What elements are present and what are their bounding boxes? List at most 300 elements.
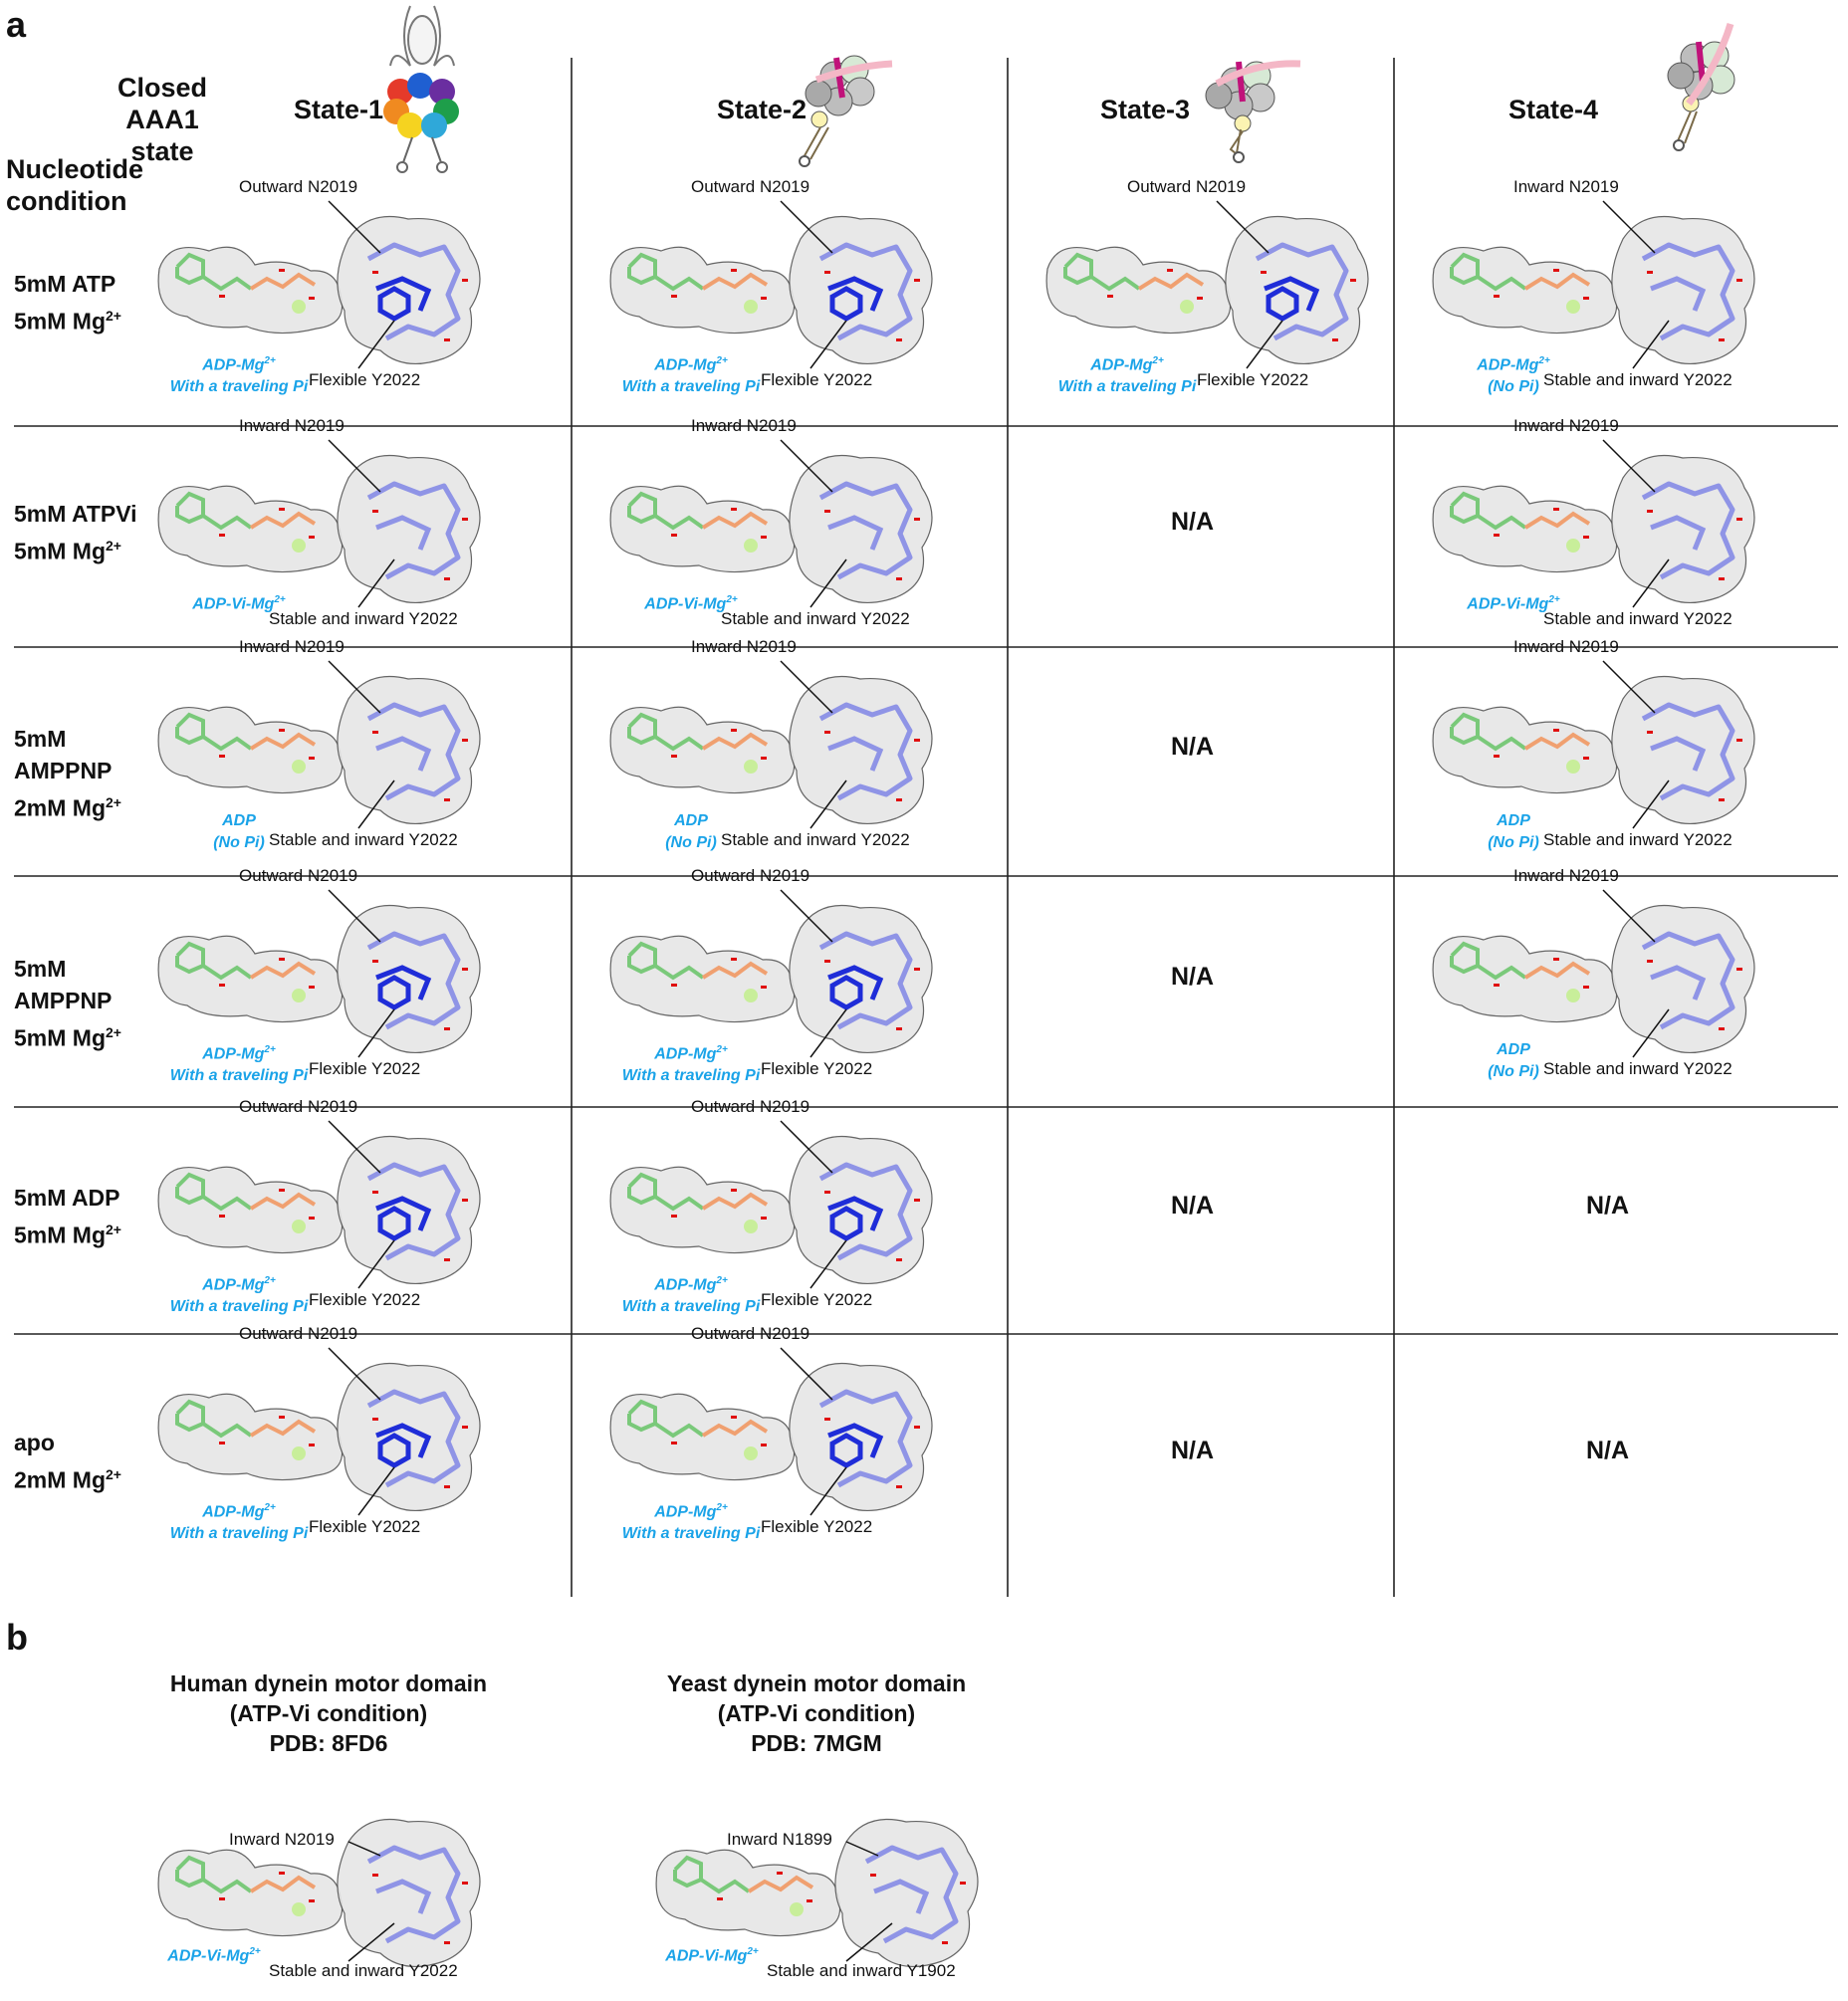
oxygen-atom: [372, 960, 378, 963]
y2022-label: Stable and inward Y2022: [269, 830, 458, 849]
oxygen-atom: [1719, 577, 1725, 580]
oxygen-atom: [671, 295, 677, 298]
not-available-label: N/A: [1171, 733, 1215, 761]
condition-line-1: 5mM AMPPNP: [14, 726, 113, 783]
protein-density: [1612, 217, 1754, 364]
caption-line-1: [149, 1270, 329, 1296]
condition-label: [14, 1182, 153, 1251]
mg-ion: [292, 760, 306, 774]
mg-ion: [744, 1220, 758, 1233]
caption-superscript: 2+: [747, 1946, 759, 1957]
protein-density: [338, 217, 480, 364]
oxygen-atom: [824, 960, 830, 963]
oxygen-atom: [219, 984, 225, 987]
condition-line-2-text: 5mM Mg: [14, 1222, 106, 1248]
y2022-label: Flexible Y2022: [309, 1290, 421, 1309]
oxygen-atom: [914, 1426, 920, 1429]
oxygen-atom: [1719, 1027, 1725, 1030]
yeast-title-line-3: PDB: 7MGM: [751, 1730, 882, 1756]
caption-line-1: [1424, 810, 1603, 832]
caption-line-1: [149, 810, 329, 832]
nucleotide-caption: [1424, 350, 1603, 398]
n2019-label: Inward N2019: [691, 416, 797, 435]
oxygen-atom: [372, 731, 378, 734]
oxygen-atom: [914, 279, 920, 282]
caption-line-1-text: ADP: [674, 812, 708, 829]
oxygen-atom: [1647, 731, 1653, 734]
n2019-label: Outward N2019: [691, 177, 810, 196]
caption-line-2: (No Pi): [1488, 378, 1539, 396]
caption-superscript: 2+: [716, 1044, 728, 1055]
density-structure-figure: [572, 1336, 1008, 1597]
human-title-line-2: (ATP-Vi condition): [229, 1700, 428, 1726]
caption-line-1-text: ADP-Mg: [1477, 356, 1539, 374]
not-available-label: N/A: [1171, 1437, 1215, 1464]
oxygen-atom: [1261, 271, 1267, 274]
caption-line-1: [149, 1497, 329, 1523]
oxygen-atom: [717, 1897, 723, 1900]
caption-line-1: [1038, 350, 1217, 376]
caption-superscript: 2+: [264, 355, 276, 366]
oxygen-atom: [1494, 534, 1500, 537]
oxygen-atom: [896, 1485, 902, 1488]
oxygen-atom: [761, 757, 767, 760]
oxygen-atom: [462, 1426, 468, 1429]
superscript-2plus: 2+: [106, 1024, 121, 1040]
n2019-label: Inward N2019: [1513, 416, 1619, 435]
yeast-caption: [657, 1941, 767, 1967]
condition-line-2-text: 2mM Mg: [14, 1466, 106, 1493]
oxygen-atom: [372, 271, 378, 274]
oxygen-atom: [219, 295, 225, 298]
nucleotide-line-1: Nucleotide: [6, 154, 144, 184]
nucleotide-caption: [149, 589, 329, 615]
human-dynein-title: [139, 1668, 518, 1758]
mg-ion: [1180, 300, 1194, 314]
caption-line-1-text: ADP-Mg: [202, 1276, 265, 1294]
superscript-2plus: 2+: [106, 308, 121, 324]
caption-line-2: With a traveling Pi: [169, 1298, 309, 1316]
oxygen-atom: [462, 739, 468, 742]
oxygen-atom: [1647, 271, 1653, 274]
nucleotide-caption: [1424, 589, 1603, 615]
caption-line-1-text: ADP-Vi-Mg: [644, 595, 727, 613]
mg-ion: [1566, 989, 1580, 1002]
mg-ion: [744, 760, 758, 774]
nucleotide-caption: [601, 589, 781, 615]
oxygen-atom: [444, 1485, 450, 1488]
n2019-label: Outward N2019: [239, 177, 358, 196]
protein-density: [790, 1137, 932, 1284]
oxygen-atom: [219, 1897, 225, 1900]
condition-label: [14, 498, 153, 567]
caption-superscript: 2+: [1152, 355, 1164, 366]
oxygen-atom: [896, 1258, 902, 1261]
nucleotide-line-2: condition: [6, 186, 127, 216]
nucleotide-caption: [601, 1039, 781, 1087]
y2022-label: Flexible Y2022: [309, 370, 421, 389]
oxygen-atom: [671, 984, 677, 987]
caption-line-1: [149, 589, 329, 615]
oxygen-atom: [444, 338, 450, 341]
caption-line-1-text: ADP-Mg: [654, 356, 717, 374]
oxygen-atom: [279, 508, 285, 511]
oxygen-atom: [1350, 279, 1356, 282]
oxygen-atom: [1736, 279, 1742, 282]
oxygen-atom: [309, 297, 315, 300]
condition-line-2-text: 5mM Mg: [14, 1024, 106, 1051]
oxygen-atom: [462, 1199, 468, 1202]
state-4-dynein-icon: [1668, 24, 1734, 150]
condition-label: [14, 268, 153, 337]
caption-line-1: [149, 1039, 329, 1065]
y2022-label: Stable and inward Y2022: [721, 609, 910, 628]
protein-density: [790, 1364, 932, 1511]
state-3-header: State-3: [1099, 95, 1191, 124]
yeast-n-label: Inward N1899: [727, 1830, 832, 1849]
superscript-2plus: 2+: [106, 794, 121, 810]
caption-line-2: With a traveling Pi: [621, 1298, 761, 1316]
caption-line-1: [601, 589, 781, 615]
protein-density: [1226, 217, 1368, 364]
y2022-label: Stable and inward Y2022: [721, 830, 910, 849]
caption-superscript: 2+: [1538, 355, 1550, 366]
n2019-label: Outward N2019: [691, 1097, 810, 1116]
condition-label: [14, 723, 153, 824]
protein-density: [338, 906, 480, 1053]
oxygen-atom: [219, 534, 225, 537]
caption-line-1-text: ADP-Mg: [654, 1503, 717, 1521]
oxygen-atom: [444, 1941, 450, 1944]
y2022-label: Flexible Y2022: [761, 1290, 873, 1309]
oxygen-atom: [444, 1258, 450, 1261]
n2019-label: Outward N2019: [239, 1324, 358, 1343]
nucleotide-caption: [149, 810, 329, 854]
condition-line-2: [14, 1214, 153, 1251]
oxygen-atom: [761, 536, 767, 539]
caption-superscript: 2+: [249, 1946, 261, 1957]
y2022-label: Stable and inward Y2022: [1543, 370, 1732, 389]
yeast-dynein-title: [627, 1668, 1006, 1758]
oxygen-atom: [1197, 297, 1203, 300]
mg-ion: [744, 300, 758, 314]
caption-superscript: 2+: [716, 1275, 728, 1286]
oxygen-atom: [1553, 958, 1559, 961]
protein-density: [338, 1364, 480, 1511]
caption-line-1-text: ADP-Mg: [654, 1045, 717, 1063]
oxygen-atom: [1494, 295, 1500, 298]
oxygen-atom: [219, 1215, 225, 1218]
oxygen-atom: [1107, 295, 1113, 298]
oxygen-atom: [1553, 729, 1559, 732]
oxygen-atom: [896, 338, 902, 341]
oxygen-atom: [279, 958, 285, 961]
y2022-label: Stable and inward Y2022: [1543, 609, 1732, 628]
n2019-label: Outward N2019: [1127, 177, 1247, 196]
oxygen-atom: [1583, 536, 1589, 539]
oxygen-atom: [761, 1217, 767, 1220]
oxygen-atom: [309, 1217, 315, 1220]
caption-superscript: 2+: [726, 594, 738, 605]
human-n-label: Inward N2019: [229, 1830, 335, 1849]
oxygen-atom: [731, 958, 737, 961]
oxygen-atom: [309, 757, 315, 760]
protein-density: [338, 677, 480, 824]
caption-line-1: [601, 1497, 781, 1523]
mg-ion: [744, 1446, 758, 1460]
oxygen-atom: [671, 1215, 677, 1218]
caption-line-1: [601, 350, 781, 376]
oxygen-atom: [372, 510, 378, 513]
condition-line-2: [14, 1458, 153, 1496]
caption-line-2: With a traveling Pi: [169, 1067, 309, 1085]
caption-text: ADP-Vi-Mg: [167, 1947, 250, 1965]
mg-ion: [790, 1902, 804, 1916]
oxygen-atom: [309, 536, 315, 539]
caption-line-2: With a traveling Pi: [1057, 378, 1197, 396]
oxygen-atom: [761, 1444, 767, 1446]
closed-state-line-1: Closed AAA1: [116, 73, 208, 134]
n2019-label: Inward N2019: [691, 637, 797, 656]
caption-superscript: 2+: [264, 1044, 276, 1055]
oxygen-atom: [219, 755, 225, 758]
oxygen-atom: [1647, 960, 1653, 963]
human-y-label: Stable and inward Y2022: [269, 1961, 458, 1980]
n2019-label: Outward N2019: [691, 866, 810, 885]
caption-line-1-text: ADP-Mg: [202, 1045, 265, 1063]
oxygen-atom: [761, 297, 767, 300]
protein-density: [1612, 677, 1754, 824]
oxygen-atom: [462, 968, 468, 971]
protein-density: [790, 217, 932, 364]
caption-superscript: 2+: [264, 1502, 276, 1513]
mg-ion: [292, 1220, 306, 1233]
caption-line-2: With a traveling Pi: [621, 1525, 761, 1543]
caption-line-1: [1424, 350, 1603, 376]
caption-text: ADP-Vi-Mg: [665, 1947, 748, 1965]
protein-density: [835, 1820, 978, 1967]
caption-line-1-text: ADP-Mg: [202, 1503, 265, 1521]
yeast-y-label: Stable and inward Y1902: [767, 1961, 956, 1980]
condition-line-1: 5mM AMPPNP: [14, 956, 113, 1013]
oxygen-atom: [1736, 518, 1742, 521]
condition-line-2-text: 2mM Mg: [14, 794, 106, 821]
oxygen-atom: [671, 1442, 677, 1445]
oxygen-atom: [671, 755, 677, 758]
y2022-label: Stable and inward Y2022: [1543, 1059, 1732, 1078]
caption-line-1-text: ADP-Vi-Mg: [192, 595, 275, 613]
oxygen-atom: [462, 1882, 468, 1885]
caption-line-1-text: ADP-Mg: [654, 1276, 717, 1294]
caption-superscript: 2+: [716, 355, 728, 366]
superscript-2plus: 2+: [106, 538, 121, 554]
condition-line-2: [14, 1016, 153, 1054]
nucleotide-caption: [1424, 810, 1603, 854]
not-available-label: N/A: [1171, 963, 1215, 991]
oxygen-atom: [279, 729, 285, 732]
oxygen-atom: [1583, 986, 1589, 989]
n2019-label: Inward N2019: [239, 637, 345, 656]
condition-line-1: apo: [14, 1430, 55, 1455]
caption-line-2: With a traveling Pi: [169, 378, 309, 396]
caption-line-1: [149, 350, 329, 376]
oxygen-atom: [1583, 297, 1589, 300]
caption-line-2: (No Pi): [665, 834, 717, 851]
oxygen-atom: [444, 1027, 450, 1030]
state-1-dynein-icon: [383, 6, 459, 172]
state-1-header: State-1: [293, 95, 384, 124]
n2019-label: Inward N2019: [1513, 637, 1619, 656]
y2022-label: Flexible Y2022: [761, 1517, 873, 1536]
oxygen-atom: [671, 534, 677, 537]
y2022-label: Flexible Y2022: [761, 1059, 873, 1078]
caption-line-1: [601, 1270, 781, 1296]
oxygen-atom: [219, 1442, 225, 1445]
nucleotide-caption: [601, 350, 781, 398]
oxygen-atom: [1553, 269, 1559, 272]
yeast-title-line-2: (ATP-Vi condition): [717, 1700, 916, 1726]
oxygen-atom: [1583, 757, 1589, 760]
caption-line-1: [601, 810, 781, 832]
y2022-label: Flexible Y2022: [309, 1059, 421, 1078]
caption-superscript: 2+: [274, 594, 286, 605]
nucleotide-caption: [1424, 1039, 1603, 1083]
caption-line-2: With a traveling Pi: [169, 1525, 309, 1543]
condition-line-2: [14, 786, 153, 824]
protein-density: [1612, 456, 1754, 603]
not-available-label: N/A: [1171, 1192, 1215, 1220]
human-title-line-3: PDB: 8FD6: [269, 1730, 388, 1756]
not-available-label: N/A: [1171, 508, 1215, 536]
condition-line-1: 5mM ATPVi: [14, 501, 137, 527]
oxygen-atom: [1167, 269, 1173, 272]
oxygen-atom: [444, 577, 450, 580]
y2022-label: Stable and inward Y2022: [1543, 830, 1732, 849]
y2022-label: Flexible Y2022: [309, 1517, 421, 1536]
oxygen-atom: [279, 269, 285, 272]
closed-state-line-2: state: [130, 136, 194, 166]
caption-line-1: [601, 1039, 781, 1065]
oxygen-atom: [731, 729, 737, 732]
mg-ion: [292, 1902, 306, 1916]
mg-ion: [292, 989, 306, 1002]
n2019-label: Inward N2019: [1513, 177, 1619, 196]
nucleotide-caption: [149, 1270, 329, 1318]
oxygen-atom: [870, 1874, 876, 1877]
yeast-title-line-1: Yeast dynein motor domain: [666, 1670, 967, 1696]
oxygen-atom: [462, 279, 468, 282]
condition-line-1: 5mM ADP: [14, 1185, 120, 1211]
state-3-dynein-icon: [1206, 62, 1300, 162]
protein-density: [790, 456, 932, 603]
mg-ion: [744, 539, 758, 553]
oxygen-atom: [1494, 984, 1500, 987]
oxygen-atom: [1719, 338, 1725, 341]
oxygen-atom: [309, 986, 315, 989]
oxygen-atom: [914, 1199, 920, 1202]
caption-line-2: (No Pi): [213, 834, 265, 851]
caption-line-2: With a traveling Pi: [621, 378, 761, 396]
oxygen-atom: [1719, 798, 1725, 801]
state-2-header: State-2: [716, 95, 808, 124]
caption-line-2: With a traveling Pi: [621, 1067, 761, 1085]
oxygen-atom: [462, 518, 468, 521]
oxygen-atom: [896, 577, 902, 580]
nucleotide-caption: [149, 1497, 329, 1545]
oxygen-atom: [914, 739, 920, 742]
oxygen-atom: [1736, 968, 1742, 971]
superscript-2plus: 2+: [106, 1222, 121, 1237]
condition-line-2: [14, 530, 153, 567]
state-4-header: State-4: [1507, 95, 1599, 124]
density-structure-figure: [149, 1336, 572, 1597]
caption-line-1-text: ADP-Vi-Mg: [1467, 595, 1549, 613]
condition-label: [14, 953, 153, 1054]
condition-line-2: [14, 300, 153, 337]
oxygen-atom: [372, 1191, 378, 1194]
mg-ion: [292, 1446, 306, 1460]
oxygen-atom: [824, 731, 830, 734]
caption-line-1: [1424, 1039, 1603, 1061]
nucleotide-caption: [149, 350, 329, 398]
oxygen-atom: [896, 798, 902, 801]
condition-line-1: 5mM ATP: [14, 271, 116, 297]
mg-ion: [1566, 300, 1580, 314]
oxygen-atom: [960, 1882, 966, 1885]
condition-label: [14, 1427, 153, 1496]
caption-superscript: 2+: [264, 1275, 276, 1286]
oxygen-atom: [309, 1444, 315, 1446]
oxygen-atom: [1647, 510, 1653, 513]
oxygen-atom: [824, 510, 830, 513]
oxygen-atom: [914, 518, 920, 521]
n2019-label: Outward N2019: [691, 1324, 810, 1343]
n2019-label: Outward N2019: [239, 866, 358, 885]
nucleotide-caption: [601, 1497, 781, 1545]
oxygen-atom: [372, 1418, 378, 1421]
state-2-dynein-icon: [800, 56, 892, 166]
caption-line-1: [1424, 589, 1603, 615]
oxygen-atom: [777, 1872, 783, 1875]
oxygen-atom: [824, 271, 830, 274]
y2022-label: Stable and inward Y2022: [269, 609, 458, 628]
oxygen-atom: [309, 1899, 315, 1902]
condition-line-2-text: 5mM Mg: [14, 308, 106, 334]
caption-line-1-text: ADP: [1497, 1041, 1530, 1058]
oxygen-atom: [807, 1899, 812, 1902]
oxygen-atom: [1332, 338, 1338, 341]
condition-line-2-text: 5mM Mg: [14, 538, 106, 564]
oxygen-atom: [279, 1189, 285, 1192]
oxygen-atom: [824, 1418, 830, 1421]
panel-letter-a: a: [6, 4, 27, 45]
mg-ion: [292, 539, 306, 553]
mg-ion: [292, 300, 306, 314]
oxygen-atom: [1736, 739, 1742, 742]
nucleotide-caption: [1038, 350, 1217, 398]
superscript-2plus: 2+: [106, 1466, 121, 1482]
oxygen-atom: [1553, 508, 1559, 511]
caption-line-1-text: ADP: [1497, 812, 1530, 829]
n2019-label: Inward N2019: [239, 416, 345, 435]
mg-ion: [744, 989, 758, 1002]
caption-superscript: 2+: [716, 1502, 728, 1513]
nucleotide-caption: [149, 1039, 329, 1087]
nucleotide-caption: [601, 810, 781, 854]
caption-line-2: (No Pi): [1488, 1063, 1539, 1080]
caption-superscript: 2+: [1548, 594, 1560, 605]
oxygen-atom: [731, 1189, 737, 1192]
